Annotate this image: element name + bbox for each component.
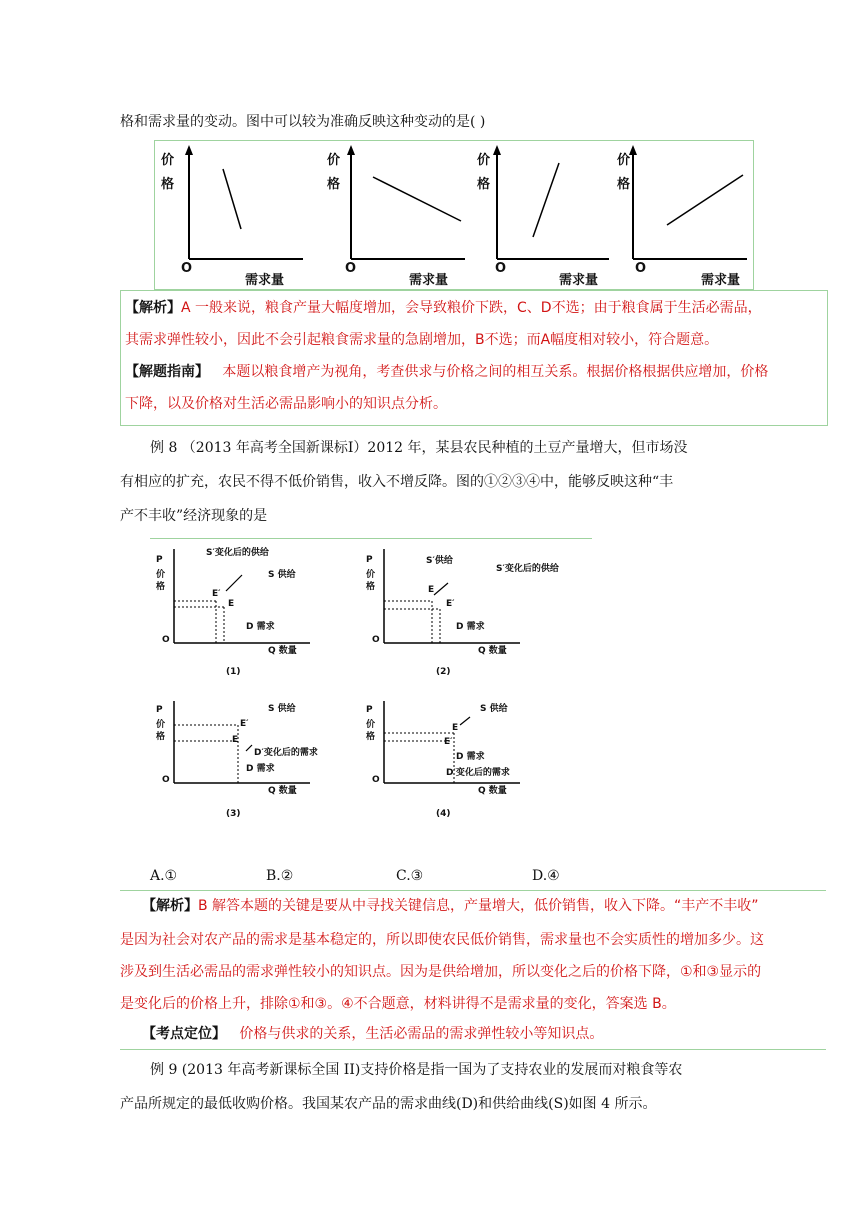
g2-price-top: 价 [366,570,376,580]
g2-s-prime-short: S′供给 [426,556,453,566]
option-b: B.② [266,868,294,884]
q7-guide-line [125,361,768,383]
g3-d: D 需求 [246,764,275,774]
g4-price-bottom: 格 [366,732,376,742]
q7-curve-1 [223,169,241,229]
g2-price-top: 价 [327,153,341,168]
g2-d: D 需求 [456,622,485,632]
g1-e: E [228,599,235,609]
q7-curve-4 [667,175,743,225]
g4-origin: O [635,261,647,276]
g3-origin: O [495,261,507,276]
q7-analysis-tag: 【解析】 [125,300,181,316]
q7-curve-3 [533,163,559,237]
q7-stem: 格和需求量的变动。图中可以较为准确反映这种变动的是( ) [120,114,486,130]
g2-s-prime: S′变化后的供给 [496,564,559,574]
q7-guide-line2: 下降，以及价格对生活必需品影响小的知识点分析。 [125,396,447,412]
g4-d-prime: D′变化后的需求 [446,768,510,778]
q9-line2: 产品所规定的最低收购价格。我国某农产品的需求曲线(D)和供给曲线(S)如图 4 所示。 [120,1096,657,1112]
g2-p: P [366,555,373,565]
g1-origin: O [181,261,193,276]
g4-s: S 供给 [480,704,508,714]
g2-q: Q 数量 [478,646,507,656]
q7-curve-2 [373,177,461,221]
g2-xlabel: 需求量 [409,273,449,288]
g1-e-prime: E′ [212,589,221,599]
q8-point-line [142,1023,603,1045]
g4-origin: O [372,775,380,785]
g4-price-top: 价 [617,153,631,168]
g4-caption: (4) [436,809,451,819]
q7-analysis-line2: 其需求弹性较小，因此不会引起粮食需求量的急剧增加，B不选；而A幅度相对较小，符合题意。 [125,332,719,348]
q8-analysis-tag: 【解析】 [142,898,198,914]
g3-price-top: 价 [156,720,166,730]
q8-point-tag: 【考点定位】 [142,1026,226,1042]
g3-p: P [156,705,163,715]
g1-s-prime: S′变化后的供给 [206,548,269,558]
q8-graphs [150,538,592,835]
g1-price-top: 价 [161,153,175,168]
g3-d-prime: D′变化后的需求 [254,748,318,758]
g1-price-bottom: 格 [156,582,166,592]
g4-price-top: 价 [366,720,376,730]
g3-s: S 供给 [268,704,296,714]
g4-price-bottom: 格 [617,177,631,192]
q8-line1: 例 8 （2013 年高考全国新课标Ⅰ）2012 年，某县农民种植的土豆产量增大，但市场没 [150,440,688,456]
q7-graphs-svg [155,141,753,289]
g3-e: E [232,735,239,745]
g4-xlabel: 需求量 [701,273,741,288]
g2-price-bottom: 格 [327,177,341,192]
g1-price-top: 价 [156,570,166,580]
g2-origin: O [345,261,357,276]
q7-analysis-line1 [125,297,762,319]
g3-caption: (3) [226,809,241,819]
g1-origin: O [162,635,170,645]
g3-price-bottom: 格 [156,732,166,742]
g2-e-prime: E′ [446,599,455,609]
option-d: D.④ [532,868,560,884]
q7-analysis-box [120,290,828,426]
g3-e-prime: E′ [240,719,249,729]
g2-origin: O [372,635,380,645]
g4-p: P [366,705,373,715]
g4-e-prime: E′ [444,737,453,747]
q8-point-text: 价格与供求的关系，生活必需品的需求弹性较小等知识点。 [239,1026,604,1042]
g1-caption: (1) [226,667,241,677]
g2-caption: (2) [436,667,451,677]
q7-guide-tag: 【解题指南】 [125,364,209,380]
option-a: A.① [150,868,178,884]
g4-q: Q 数量 [478,786,507,796]
option-c: C.③ [396,868,424,884]
g1-q: Q 数量 [268,646,297,656]
q8-analysis-line2: 是因为社会对农产品的需求是基本稳定的，所以即使农民低价销售，需求量也不会实质性的增加多少。这 [120,932,764,948]
q8-line3: 产不丰收”经济现象的是 [120,508,268,524]
g2-price-bottom: 格 [366,582,376,592]
g3-price-top: 价 [477,153,491,168]
g3-xlabel: 需求量 [559,273,599,288]
g1-p: P [156,555,163,565]
g2-e: E [428,585,435,595]
g1-xlabel: 需求量 [245,273,285,288]
q7-graphs-box [154,140,754,290]
q8-analysis-text1: B 解答本题的关键是要从中寻找关键信息，产量增大，低价销售，收入下降。“丰产不丰收” [198,898,759,914]
q9-line1: 例 9 (2013 年高考新课标全国 II)支持价格是指一国为了支持农业的发展而对粮食等农 [150,1062,683,1078]
g4-d: D 需求 [456,752,485,762]
g3-price-bottom: 格 [477,177,491,192]
g4-e: E [452,723,459,733]
q8-analysis-line3: 涉及到生活必需品的需求弹性较小的知识点。因为是供给增加，所以变化之后的价格下降，①和③显示的 [120,964,762,980]
g1-d: D 需求 [246,622,275,632]
g1-s: S 供给 [268,570,296,580]
q8-analysis-line4: 是变化后的价格上升，排除①和③。④不合题意，材料讲得不是需求量的变化，答案选 B。 [120,996,676,1012]
g3-q: Q 数量 [268,786,297,796]
q8-analysis-line1 [142,895,759,917]
q8-line2: 有相应的扩充，农民不得不低价销售，收入不增反降。图的①②③④中，能够反映这种“丰 [120,474,674,490]
q7-analysis-text1: A 一般来说，粮食产量大幅度增加，会导致粮价下跌，C、D不选；由于粮食属于生活必需品， [181,300,762,316]
g3-origin: O [162,775,170,785]
q7-guide-text: 本题以粮食增产为视角，考查供求与价格之间的相互关系。根据价格根据供应增加，价格 [222,364,769,380]
q8-analysis-box [120,890,826,1050]
g1-price-bottom: 格 [161,177,175,192]
